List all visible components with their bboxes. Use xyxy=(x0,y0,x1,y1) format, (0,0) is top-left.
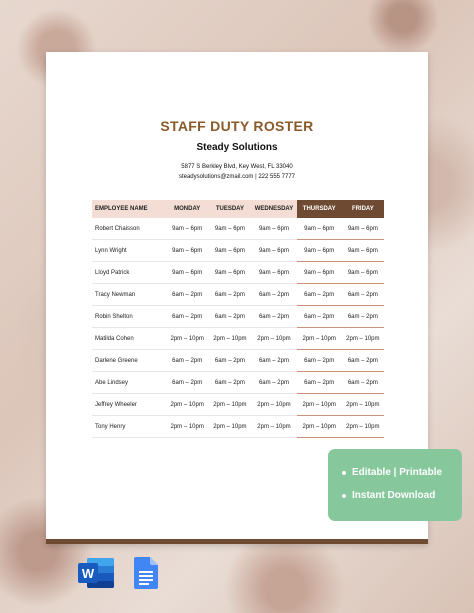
table-row xyxy=(92,218,384,240)
table-row xyxy=(92,416,384,438)
shift-cell: 2pm – 10pm xyxy=(209,416,252,438)
employee-name-cell: Abe Lindsey xyxy=(92,372,166,394)
shift-cell: 2pm – 10pm xyxy=(297,394,342,416)
shift-cell: 6am – 2pm xyxy=(297,372,342,394)
shift-cell: 2pm – 10pm xyxy=(209,394,252,416)
header-tuesday: TUESDAY xyxy=(209,200,252,218)
shift-cell: 6am – 2pm xyxy=(251,306,296,328)
shift-cell: 6am – 2pm xyxy=(342,284,384,306)
shift-cell: 2pm – 10pm xyxy=(209,328,252,350)
shift-cell: 9am – 6pm xyxy=(251,262,296,284)
svg-text:W: W xyxy=(81,566,95,581)
shift-cell: 2pm – 10pm xyxy=(342,328,384,350)
badge-item-editable xyxy=(342,467,442,478)
badge-item-label: Editable | Printable xyxy=(352,467,443,478)
page-bottom-bar xyxy=(46,539,428,544)
table-row xyxy=(92,240,384,262)
shift-cell: 6am – 2pm xyxy=(166,372,209,394)
shift-cell: 2pm – 10pm xyxy=(166,416,209,438)
header-thursday: THURSDAY xyxy=(297,200,342,218)
shift-cell: 9am – 6pm xyxy=(297,262,342,284)
employee-name-cell: Tony Henry xyxy=(92,416,166,438)
google-docs-icon[interactable] xyxy=(134,557,158,589)
table-header-row xyxy=(92,200,384,218)
shift-cell: 2pm – 10pm xyxy=(297,328,342,350)
shift-cell: 9am – 6pm xyxy=(209,262,252,284)
shift-cell: 2pm – 10pm xyxy=(251,328,296,350)
table-row xyxy=(92,394,384,416)
header-friday: FRIDAY xyxy=(342,200,384,218)
shift-cell: 9am – 6pm xyxy=(342,262,384,284)
badge-item-label: Instant Download xyxy=(352,490,436,501)
company-name: Steady Solutions xyxy=(196,142,278,153)
shift-cell: 9am – 6pm xyxy=(342,240,384,262)
shift-cell: 2pm – 10pm xyxy=(166,328,209,350)
shift-cell: 6am – 2pm xyxy=(209,284,252,306)
employee-name-cell: Darlene Greene xyxy=(92,350,166,372)
shift-cell: 6am – 2pm xyxy=(166,350,209,372)
bullet-icon xyxy=(342,494,346,498)
employee-name-cell: Matilda Cohen xyxy=(92,328,166,350)
table-row xyxy=(92,350,384,372)
shift-cell: 9am – 6pm xyxy=(166,218,209,240)
shift-cell: 6am – 2pm xyxy=(166,306,209,328)
shift-cell: 9am – 6pm xyxy=(166,262,209,284)
shift-cell: 9am – 6pm xyxy=(251,218,296,240)
badge-item-download xyxy=(342,490,435,501)
shift-cell: 2pm – 10pm xyxy=(342,416,384,438)
shift-cell: 6am – 2pm xyxy=(209,306,252,328)
employee-name-cell: Jeffrey Wheeler xyxy=(92,394,166,416)
shift-cell: 2pm – 10pm xyxy=(166,394,209,416)
table-row xyxy=(92,306,384,328)
shift-cell: 6am – 2pm xyxy=(251,372,296,394)
employee-name-cell: Tracy Newman xyxy=(92,284,166,306)
header-wednesday: WEDNESDAY xyxy=(251,200,296,218)
shift-cell: 6am – 2pm xyxy=(342,306,384,328)
microsoft-word-icon[interactable] xyxy=(77,557,115,589)
shift-cell: 9am – 6pm xyxy=(209,218,252,240)
table-row xyxy=(92,262,384,284)
shift-cell: 6am – 2pm xyxy=(297,306,342,328)
table-row xyxy=(92,328,384,350)
roster-body xyxy=(92,218,384,438)
table-row xyxy=(92,372,384,394)
shift-cell: 6am – 2pm xyxy=(342,372,384,394)
shift-cell: 2pm – 10pm xyxy=(251,394,296,416)
shift-cell: 6am – 2pm xyxy=(342,350,384,372)
roster-table xyxy=(92,200,384,438)
header-monday: MONDAY xyxy=(166,200,209,218)
shift-cell: 9am – 6pm xyxy=(166,240,209,262)
shift-cell: 6am – 2pm xyxy=(251,350,296,372)
shift-cell: 6am – 2pm xyxy=(297,350,342,372)
shift-cell: 2pm – 10pm xyxy=(342,394,384,416)
employee-name-cell: Robert Chaisson xyxy=(92,218,166,240)
shift-cell: 6am – 2pm xyxy=(209,350,252,372)
employee-name-cell: Lynn Wright xyxy=(92,240,166,262)
employee-name-cell: Robin Shelton xyxy=(92,306,166,328)
shift-cell: 9am – 6pm xyxy=(297,218,342,240)
shift-cell: 9am – 6pm xyxy=(342,218,384,240)
shift-cell: 6am – 2pm xyxy=(297,284,342,306)
shift-cell: 2pm – 10pm xyxy=(297,416,342,438)
employee-name-cell: Lloyd Patrick xyxy=(92,262,166,284)
company-address: 5877 S Berkley Blvd, Key West, FL 33040 xyxy=(181,164,293,170)
table-row xyxy=(92,284,384,306)
shift-cell: 9am – 6pm xyxy=(297,240,342,262)
shift-cell: 6am – 2pm xyxy=(251,284,296,306)
shift-cell: 6am – 2pm xyxy=(209,372,252,394)
shift-cell: 9am – 6pm xyxy=(209,240,252,262)
roster-title: STAFF DUTY ROSTER xyxy=(160,118,314,134)
shift-cell: 9am – 6pm xyxy=(251,240,296,262)
header-employee-name: EMPLOYEE NAME xyxy=(92,200,166,218)
feature-badge xyxy=(328,449,462,521)
shift-cell: 6am – 2pm xyxy=(166,284,209,306)
bullet-icon xyxy=(342,471,346,475)
company-contact: steadysolutions@zmail.com | 222 555 7777 xyxy=(178,174,296,180)
shift-cell: 2pm – 10pm xyxy=(251,416,296,438)
